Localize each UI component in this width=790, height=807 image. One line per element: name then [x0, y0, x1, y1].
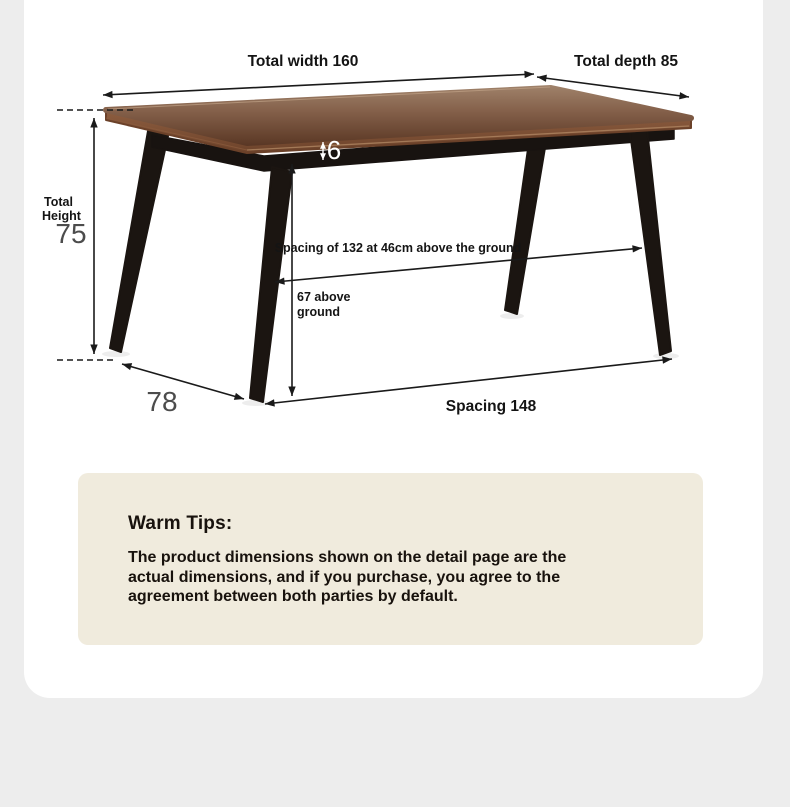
- warm-tips-line: The product dimensions shown on the detail page are the: [128, 549, 567, 566]
- label-total-height-1: Total: [44, 195, 73, 209]
- table-leg-front-left: [250, 167, 292, 402]
- label-apron-clearance-1: 67 above: [297, 290, 351, 304]
- label-mid-spacing: Spacing of 132 at 46cm above the ground: [274, 241, 522, 255]
- table-leg-front-right: [629, 125, 671, 355]
- warm-tips-line: agreement between both parties by default.: [128, 588, 458, 605]
- label-front-leg-spacing: Spacing 148: [445, 398, 537, 415]
- warm-tips-box: [78, 473, 703, 645]
- arrow-leg-depth-spacing: [122, 364, 244, 399]
- value-total-height: 75: [55, 218, 87, 249]
- warm-tips-line: actual dimensions, and if you purchase, you agree to the: [128, 568, 561, 586]
- warm-tips-title: Warm Tips:: [128, 513, 233, 534]
- label-apron-clearance-2: ground: [297, 305, 341, 319]
- table-leg-back-left: [110, 131, 168, 352]
- foot-shadow: [500, 313, 524, 319]
- label-total-height-2: Height: [42, 209, 81, 223]
- foot-shadow: [242, 400, 270, 406]
- label-total-depth: Total depth 85: [574, 53, 678, 70]
- label-total-width: Total width 160: [247, 53, 359, 70]
- foot-shadow: [102, 351, 130, 357]
- foot-shadow: [653, 353, 679, 359]
- value-apron-height: 6: [326, 135, 342, 165]
- value-leg-depth-spacing: 78: [146, 386, 178, 417]
- warm-tips-body: [128, 548, 653, 607]
